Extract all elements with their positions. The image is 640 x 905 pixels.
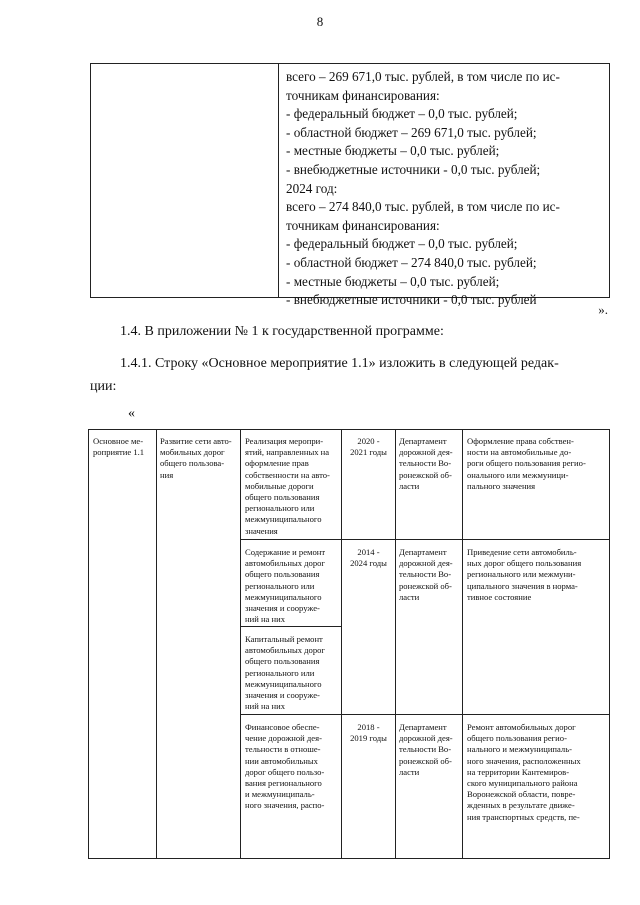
column-line	[240, 430, 241, 858]
funding-line: - внебюджетные источники - 0,0 тыс. рублей	[286, 292, 537, 308]
period-cell: 2020 - 2021 годы	[350, 436, 387, 458]
activity-cell: Финансовое обеспе- чение дорожной дея- тельности в отноше- нии автомобильных дорог общего пользо- вания регионального и межмуниципаль- ного значения, распо-	[245, 722, 325, 811]
funding-line: - внебюджетные источники - 0,0 тыс. рублей;	[286, 161, 541, 177]
row-line	[240, 539, 610, 540]
result-cell: Ремонт автомобильных дорог общего пользования регио- нального и межмуниципаль- ного значения, расположенных на территории Кантемиров- ского муниципального района Воронежской области, повре- жденных в результате движе- ния транспортных средств, пе-	[467, 722, 581, 822]
activity-cell: Реализация меропри- ятий, направленных на оформление прав собственности на авто- мобильные дороги общего пользования регионального или межмуниципального значения	[245, 436, 330, 536]
funding-line: точникам финансирования:	[286, 87, 440, 103]
funding-line: - областной бюджет – 274 840,0 тыс. рублей;	[286, 254, 537, 270]
measures-table	[88, 429, 610, 859]
column-line	[462, 430, 463, 858]
opening-quote: «	[128, 406, 135, 421]
funding-line: - местные бюджеты – 0,0 тыс. рублей;	[286, 143, 500, 159]
funding-line: - областной бюджет – 269 671,0 тыс. рублей;	[286, 124, 537, 140]
funding-line: всего – 274 840,0 тыс. рублей, в том числе по ис-	[286, 199, 560, 215]
funding-cell	[286, 68, 604, 310]
page-number: 8	[316, 14, 324, 29]
row-line	[240, 626, 341, 627]
paragraph-1-4-1-continuation: ции:	[90, 379, 117, 394]
measure-name-cell: Основное ме- роприятие 1.1	[93, 436, 145, 458]
funding-line: всего – 269 671,0 тыс. рублей, в том числе по ис-	[286, 69, 560, 84]
activity-cell: Капитальный ремонт автомобильных дорог общего пользования регионального или межмуниципального значения и сооруже- ний на них	[245, 634, 325, 712]
measure-title-cell: Развитие сети авто- мобильных дорог общего пользова- ния	[160, 436, 232, 480]
closing-quote: ».	[598, 302, 608, 317]
period-cell: 2018 - 2019 годы	[350, 722, 387, 744]
funding-line: - местные бюджеты – 0,0 тыс. рублей;	[286, 273, 500, 289]
row-line	[240, 714, 610, 715]
funding-line: точникам финансирования:	[286, 217, 440, 233]
funding-line: - федеральный бюджет – 0,0 тыс. рублей;	[286, 236, 518, 252]
funding-table-continuation	[90, 63, 610, 308]
period-cell: 2014 - 2024 годы	[350, 547, 387, 569]
executor-cell: Департамент дорожной дея- тельности Во- ронежской об- ласти	[399, 436, 453, 491]
result-cell: Приведение сети автомобиль- ных дорог общего пользования регионального или межмуни- ципального значения в норма- тивное состояние	[467, 547, 582, 602]
column-line	[395, 430, 396, 858]
activity-cell: Содержание и ремонт автомобильных дорог общего пользования регионального или межмуниципального значения и сооруже- ний на них	[245, 547, 326, 625]
funding-line: - федеральный бюджет – 0,0 тыс. рублей;	[286, 106, 518, 122]
column-divider	[278, 64, 279, 297]
column-line	[156, 430, 157, 858]
executor-cell: Департамент дорожной дея- тельности Во- ронежской об- ласти	[399, 547, 453, 602]
paragraph-1-4-1: 1.4.1. Строку «Основное мероприятие 1.1» изложить в следующей редак-	[120, 356, 559, 371]
column-line	[341, 430, 342, 858]
paragraph-1-4: 1.4. В приложении № 1 к государственной программе:	[120, 324, 444, 339]
result-cell: Оформление права собствен- ности на автомобильные до- роги общего пользования регио- онального или межмуници- пального значения	[467, 436, 586, 491]
executor-cell: Департамент дорожной дея- тельности Во- ронежской об- ласти	[399, 722, 453, 777]
funding-line: 2024 год:	[286, 180, 338, 196]
